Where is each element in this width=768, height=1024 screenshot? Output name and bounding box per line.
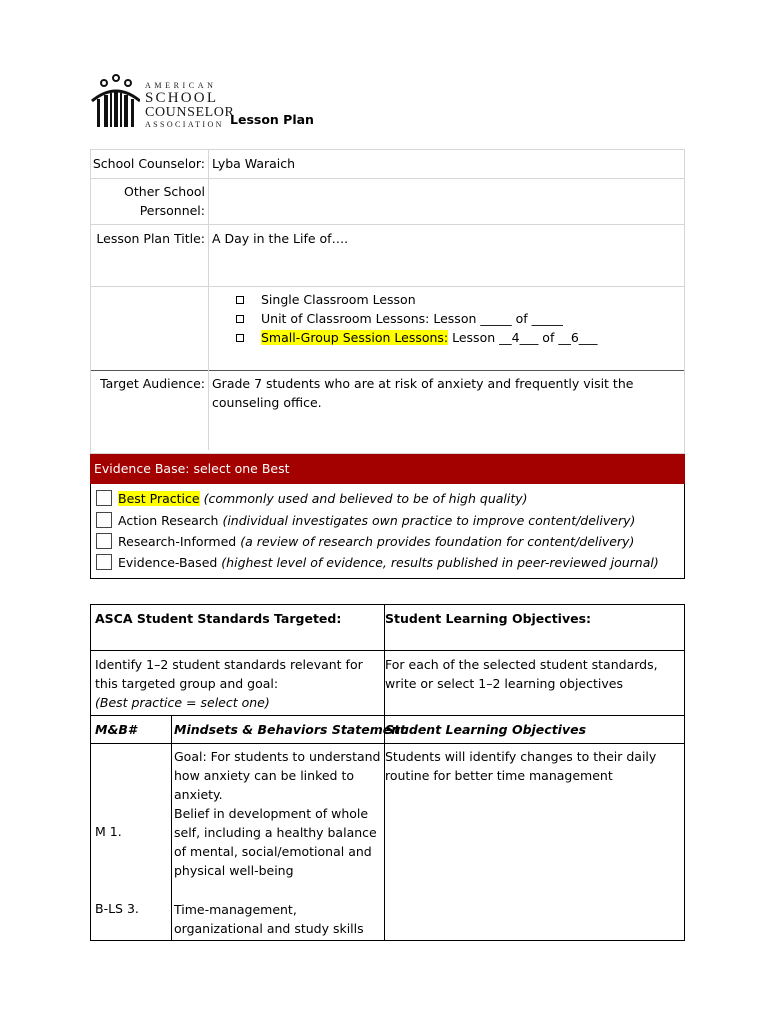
evidence-name: Evidence-Based <box>118 555 218 570</box>
objectives-instruction-line-1: For each of the selected student standards, <box>385 657 658 672</box>
standards-instruction-line-1: Identify 1–2 student standards relevant for <box>95 657 363 672</box>
evidence-name: Best Practice <box>118 491 200 506</box>
target-audience-line-1: Grade 7 students who are at risk of anxiety and frequently visit the <box>212 376 634 391</box>
mb-number-header: M&B# <box>95 722 137 737</box>
other-personnel-value <box>212 182 682 220</box>
evidence-base-header: Evidence Base: select one Best <box>90 454 685 484</box>
evidence-name: Research-Informed <box>118 534 237 549</box>
checkbox-best-practice[interactable] <box>96 490 112 506</box>
standards-targeted-header: ASCA Student Standards Targeted: <box>95 611 342 626</box>
checkbox-square-icon <box>236 315 244 323</box>
target-audience-label: Target Audience: <box>100 376 205 391</box>
option-small-group-highlight: Small-Group Session Lessons: <box>261 330 449 345</box>
logo-line-american: AMERICAN <box>145 81 217 90</box>
statement-line: how anxiety can be linked to <box>174 768 355 783</box>
checkbox-square-icon <box>236 296 244 304</box>
evidence-name: Action Research <box>118 513 219 528</box>
asca-logo-wordmark <box>145 82 234 129</box>
school-counselor-value: Lyba Waraich <box>212 156 296 171</box>
evidence-desc: (commonly used and believed to be of high quality) <box>199 491 528 506</box>
statement-line: self, including a healthy balance <box>174 825 377 840</box>
statement-line: organizational and study skills <box>174 921 364 936</box>
evidence-base-options <box>90 484 685 579</box>
checkbox-research-informed[interactable] <box>96 533 112 549</box>
objective-line-2: routine for better time management <box>385 768 613 783</box>
lesson-info-table <box>90 149 685 454</box>
option-single-label: Single Classroom Lesson <box>261 292 416 307</box>
standards-table <box>90 604 685 941</box>
evidence-desc: (individual investigates own practice to improve content/delivery) <box>218 513 636 528</box>
standards-instruction-line-2: this targeted group and goal: <box>95 676 279 691</box>
lesson-title-label: Lesson Plan Title: <box>96 231 205 246</box>
target-audience-line-2: counseling office. <box>212 395 322 410</box>
logo-line-school: SCHOOL <box>145 90 219 106</box>
evidence-desc: (a review of research provides foundation for content/delivery) <box>236 534 635 549</box>
option-small-group-detail: Lesson __4___ of __6___ <box>448 330 598 345</box>
mb-code-1: M 1. <box>95 824 122 839</box>
asca-logo-icon <box>90 73 140 129</box>
statement-line: of mental, social/emotional and <box>174 844 372 859</box>
checkbox-action-research[interactable] <box>96 512 112 528</box>
option-single-classroom <box>236 290 598 309</box>
lesson-title-value: A Day in the Life of…. <box>212 231 349 246</box>
evidence-desc: (highest level of evidence, results published in peer-reviewed journal) <box>217 555 659 570</box>
checkbox-square-icon <box>236 334 244 342</box>
other-personnel-label-2: Personnel: <box>139 203 205 218</box>
slo-header: Student Learning Objectives <box>385 722 587 737</box>
mb-statement-header: Mindsets & Behaviors Statement <box>174 722 407 737</box>
option-unit-label: Unit of Classroom Lessons: Lesson _____ of _____ <box>261 311 563 326</box>
logo-line-association: ASSOCIATION <box>145 120 224 129</box>
school-counselor-label: School Counselor: <box>92 156 205 171</box>
option-unit-classroom <box>236 309 598 328</box>
logo-line-counselor: COUNSELOR <box>145 105 235 120</box>
document-title: Lesson Plan <box>230 112 314 127</box>
statement-line: Goal: For students to understand <box>174 749 381 764</box>
lesson-type-options <box>236 290 598 347</box>
mb-code-2: B-LS 3. <box>95 901 139 916</box>
statement-line: physical well-being <box>174 863 294 878</box>
checkbox-evidence-based[interactable] <box>96 554 112 570</box>
statement-line: Time-management, <box>174 902 297 917</box>
option-small-group <box>236 328 598 347</box>
objectives-instruction-line-2: write or select 1–2 learning objectives <box>385 676 623 691</box>
statement-line: Belief in development of whole <box>174 806 369 821</box>
standards-instruction-line-3: (Best practice = select one) <box>95 695 270 710</box>
learning-objectives-header: Student Learning Objectives: <box>385 611 592 626</box>
statement-line: anxiety. <box>174 787 223 802</box>
other-personnel-label-1: Other School <box>124 184 205 199</box>
objective-line-1: Students will identify changes to their daily <box>385 749 657 764</box>
